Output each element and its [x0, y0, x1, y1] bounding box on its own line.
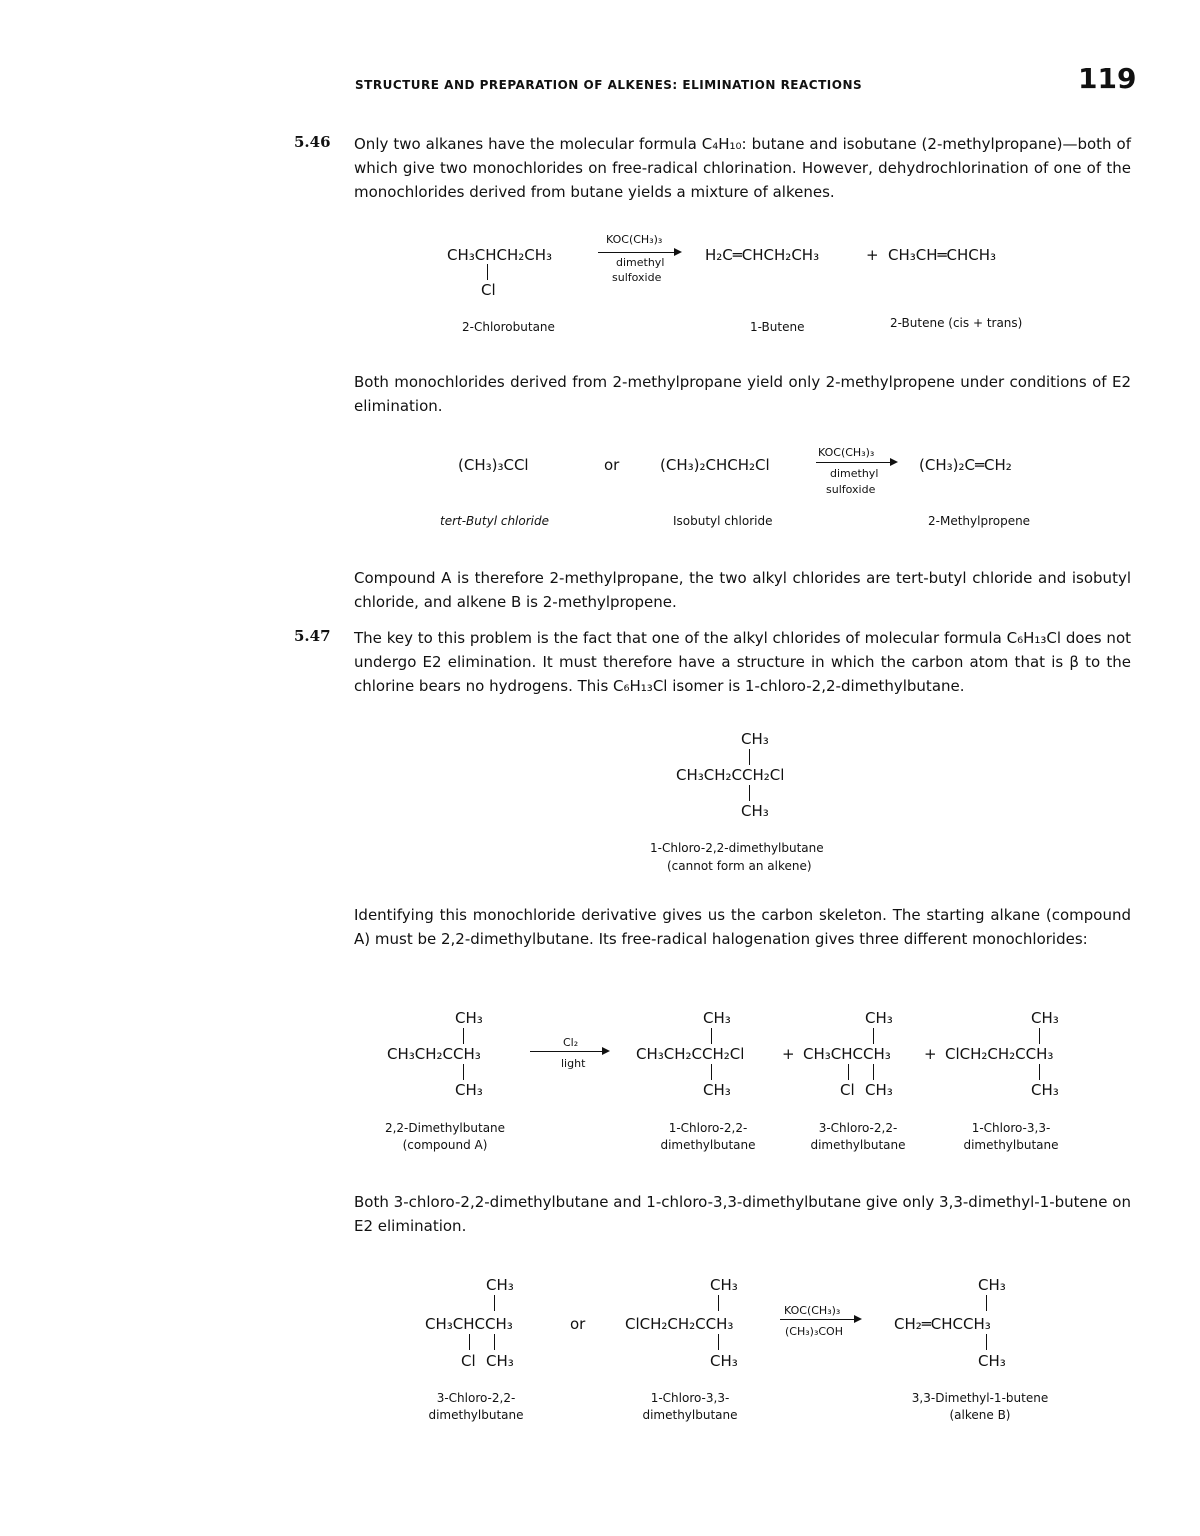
methyl-top: CH₃	[486, 1276, 514, 1294]
methyl-bottom: CH₃	[865, 1081, 893, 1099]
caption-product-1-cont: dimethylbutane	[660, 1138, 756, 1152]
caption-product-3-cont: dimethylbutane	[963, 1138, 1059, 1152]
paragraph-5-47-intro: The key to this problem is the fact that one of the alkyl chlorides of molecular formula C₆H₁₃Cl does not undergo E2 elimination. It must therefore have a structure in which the carbon atom that is β to the chlorine bears no hydrogens. This C₆H₁₃Cl isomer is 1-chloro-2,2-dimethylbutane.	[354, 629, 1131, 695]
formula-product-1: CH₃CH₂CCH₂Cl	[636, 1045, 745, 1063]
bond-line	[848, 1064, 849, 1080]
formula-2-2-dimethylbutane: CH₃CH₂CCH₃	[387, 1045, 481, 1063]
methyl-bottom: CH₃	[486, 1352, 514, 1370]
running-header: STRUCTURE AND PREPARATION OF ALKENES: ELIMINATION REACTIONS	[355, 78, 863, 92]
bond-line	[463, 1064, 464, 1080]
paragraph-5-46-conclusion: Compound A is therefore 2-methylpropane, the two alkyl chlorides are tert-butyl chloride and isobutyl chloride, and alkene B is 2-methylpropene.	[354, 569, 1131, 611]
bond-line	[718, 1334, 719, 1350]
caption-reactant-1-cont: dimethylbutane	[428, 1408, 524, 1422]
bond-line	[749, 749, 750, 765]
formula-main-chain: CH₃CH₂CCH₂Cl	[676, 766, 785, 784]
paragraph-5-47-third: Both 3-chloro-2,2-dimethylbutane and 1-chloro-3,3-dimethylbutane give only 3,3-dimethyl-1-butene on E2 elimination.	[354, 1193, 1131, 1235]
solvent-line2: sulfoxide	[826, 483, 876, 496]
caption-reactant-2: 1-Chloro-3,3-	[650, 1391, 730, 1405]
bond-line	[487, 264, 488, 280]
bond-line	[711, 1064, 712, 1080]
or-label: or	[604, 456, 620, 474]
formula-tert-butyl-chloride: (CH₃)₃CCl	[458, 456, 529, 474]
plus-sign: +	[924, 1045, 937, 1063]
caption-product-2-cont: dimethylbutane	[810, 1138, 906, 1152]
methyl-bottom: CH₃	[978, 1352, 1006, 1370]
bond-line	[494, 1334, 495, 1350]
bond-line	[711, 1028, 712, 1044]
substituent-cl: Cl	[840, 1081, 855, 1099]
caption-product-1: 1-Chloro-2,2-	[668, 1121, 748, 1135]
caption-product-2: 3-Chloro-2,2-	[818, 1121, 898, 1135]
caption-structure-note: (cannot form an alkene)	[667, 859, 812, 873]
problem-number-5-47: 5.47	[294, 627, 331, 645]
methyl-top: CH₃	[865, 1009, 893, 1027]
paragraph-5-47-second: Identifying this monochloride derivative gives us the carbon skeleton. The starting alkane (compound A) must be 2,2-dimethylbutane. Its free-radical halogenation gives three different monochlorides:	[354, 906, 1131, 948]
reagent-light: light	[561, 1057, 586, 1070]
bond-line	[1039, 1064, 1040, 1080]
formula-3-3-dimethyl-1-butene: CH₂═CHCCH₃	[894, 1315, 991, 1333]
formula-product-3: ClCH₂CH₂CCH₃	[945, 1045, 1054, 1063]
reagent-koc: KOC(CH₃)₃	[606, 233, 663, 246]
methyl-top: CH₃	[1031, 1009, 1059, 1027]
caption-2-butene: 2-Butene (cis + trans)	[890, 316, 1023, 330]
bond-line	[494, 1295, 495, 1311]
methyl-bottom: CH₃	[455, 1081, 483, 1099]
methyl-bottom: CH₃	[741, 802, 769, 820]
caption-tert-butyl-chloride: tert-Butyl chloride	[440, 514, 549, 528]
caption-isobutyl-chloride: Isobutyl chloride	[673, 514, 773, 528]
bond-line	[463, 1028, 464, 1044]
caption-2-chlorobutane: 2-Chlorobutane	[462, 320, 555, 334]
caption-reactant-2-cont: dimethylbutane	[642, 1408, 738, 1422]
formula-2-butene: CH₃CH═CHCH₃	[888, 246, 997, 264]
substituent-cl: Cl	[481, 281, 496, 299]
bond-line	[718, 1295, 719, 1311]
bond-line	[986, 1295, 987, 1311]
formula-isobutyl-chloride: (CH₃)₂CHCH₂Cl	[660, 456, 770, 474]
methyl-bottom: CH₃	[1031, 1081, 1059, 1099]
paragraph-5-46-intro: Only two alkanes have the molecular formula C₄H₁₀: butane and isobutane (2-methylpropane)—both of which give two monochlorides on free-radical chlorination. However, dehydrochlorination of one of the monochlorides derived from butane yields a mixture of alkenes.	[354, 135, 1131, 201]
bond-line	[749, 785, 750, 801]
methyl-bottom: CH₃	[703, 1081, 731, 1099]
or-label: or	[570, 1315, 586, 1333]
caption-structure-name: 1-Chloro-2,2-dimethylbutane	[650, 841, 824, 855]
plus-sign: +	[782, 1045, 795, 1063]
solvent-tert-butanol: (CH₃)₃COH	[785, 1325, 843, 1338]
caption-2-methylpropene: 2-Methylpropene	[928, 514, 1031, 528]
reaction-arrow	[598, 252, 680, 253]
solvent-line1: dimethyl	[830, 467, 879, 480]
methyl-top: CH₃	[741, 730, 769, 748]
methyl-top: CH₃	[455, 1009, 483, 1027]
formula-product-2: CH₃CHCCH₃	[803, 1045, 891, 1063]
formula-3-chloro-dimethylbutane: CH₃CHCCH₃	[425, 1315, 513, 1333]
reaction-arrow	[530, 1051, 608, 1052]
bond-line	[986, 1334, 987, 1350]
caption-reactant-note: (compound A)	[402, 1138, 488, 1152]
paragraph-5-46-second: Both monochlorides derived from 2-methylpropane yield only 2-methylpropene under conditions of E2 elimination.	[354, 373, 1131, 415]
methyl-top: CH₃	[703, 1009, 731, 1027]
solvent-line2: sulfoxide	[612, 271, 662, 284]
substituent-cl: Cl	[461, 1352, 476, 1370]
reagent-chlorine: Cl₂	[563, 1036, 579, 1049]
formula-1-chloro-dimethylbutane: ClCH₂CH₂CCH₃	[625, 1315, 734, 1333]
plus-sign: +	[866, 246, 879, 264]
caption-product: 3,3-Dimethyl-1-butene	[911, 1391, 1049, 1405]
bond-line	[873, 1064, 874, 1080]
formula-2-methylpropene: (CH₃)₂C═CH₂	[919, 456, 1012, 474]
methyl-top: CH₃	[710, 1276, 738, 1294]
caption-1-butene: 1-Butene	[750, 320, 805, 334]
methyl-top: CH₃	[978, 1276, 1006, 1294]
problem-number-5-46: 5.46	[294, 133, 331, 151]
methyl-bottom: CH₃	[710, 1352, 738, 1370]
reaction-arrow	[816, 462, 896, 463]
reaction-arrow	[780, 1319, 860, 1320]
bond-line	[1039, 1028, 1040, 1044]
bond-line	[469, 1334, 470, 1350]
bond-line	[873, 1028, 874, 1044]
caption-reactant-1: 3-Chloro-2,2-	[436, 1391, 516, 1405]
caption-product-3: 1-Chloro-3,3-	[971, 1121, 1051, 1135]
formula-2-chlorobutane: CH₃CHCH₂CH₃	[447, 246, 553, 264]
solvent-line1: dimethyl	[616, 256, 665, 269]
page-number: 119	[1078, 62, 1137, 95]
caption-product-note: (alkene B)	[949, 1408, 1011, 1422]
reagent-koc: KOC(CH₃)₃	[818, 446, 875, 459]
formula-1-butene: H₂C═CHCH₂CH₃	[705, 246, 820, 264]
reagent-koc: KOC(CH₃)₃	[784, 1304, 841, 1317]
caption-reactant: 2,2-Dimethylbutane	[384, 1121, 506, 1135]
